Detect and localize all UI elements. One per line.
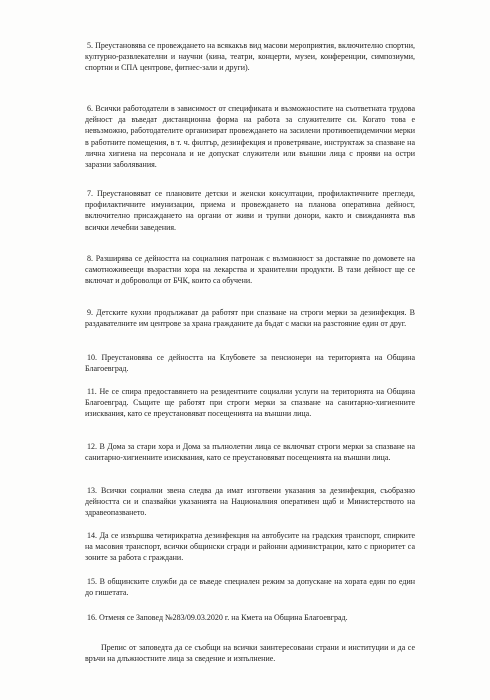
paragraph-10	[85, 352, 415, 374]
paragraph-number: 14.	[87, 531, 97, 540]
paragraph-text: Всички социални звена следва да имат изготвени указания за дезинфекция, съобразно дейността си и спазвайки указанията на Националния оперативен щаб и Министерството на здравеопазването.	[85, 486, 416, 518]
paragraph-text: Да се извършва четирикратна дезинфекция на автобусите на градския транспорт, спирките на масовия транспорт, всички общински сгради и районни администрации, като с приоритет са зоните за работа с граждани.	[85, 531, 416, 563]
paragraph-text: Разширява се дейността на социалния патронаж с възможност за доставяне по домовете на самотноживеещи възрастни хора на лекарства и хранителни продукти. В тази дейност ще се включат и доброволци от БЧК, които са обучени.	[85, 254, 416, 286]
paragraph-text: В общинските служби да се въведе специален режим за допускане на хората един по един до гишетата.	[85, 577, 416, 598]
paragraph-text: Преустановяват се плановите детски и женски консултации, профилактичните прегледи, профилактичните имунизации, приема и провеждането на планова оперативна дейност, включително присаждането на органи от живи и трупни донори, както и свижданията във всички лечебни заведения.	[85, 189, 416, 232]
paragraph-9	[85, 307, 415, 329]
paragraph-text: В Дома за стари хора и Дома за пълнолетни лица се включват строги мерки за спазване на санитарно-хигиенните изисквания, като се преустановяват посещенията на външни лица.	[85, 442, 416, 463]
paragraph-number: 5.	[87, 41, 93, 50]
paragraph-5	[85, 40, 415, 74]
paragraph-number: 16.	[87, 613, 97, 622]
paragraph-number: 10.	[87, 353, 97, 362]
paragraph-number: 6.	[87, 104, 93, 113]
paragraph-number: 8.	[87, 254, 93, 263]
paragraph-number: 12.	[87, 442, 97, 451]
paragraph-text: Не се спира предоставянето на резидентните социални услуги на територията на Община Благоевград. Същите ще работят при строги мерки за спазване на санитарно-хигиенните изисквания, като се преустановяват посещенията на външни лица.	[85, 387, 416, 419]
paragraph-12	[85, 441, 415, 463]
paragraph-13	[85, 485, 415, 519]
paragraph-6	[85, 103, 415, 170]
paragraph-number: 15.	[87, 577, 97, 586]
paragraph-15	[85, 576, 415, 598]
paragraph-11	[85, 386, 415, 420]
closing-paragraph: Препис от заповедта да се съобщи на всички заинтересовани страни и институции и да се връчи на длъжностните лица за сведение и изпълнение.	[85, 643, 415, 664]
paragraph-7	[85, 188, 415, 233]
paragraph-16	[85, 612, 415, 623]
paragraph-text: Отменя се Заповед №283/09.03.2020 г. на Кмета на Община Благоевград.	[99, 613, 348, 622]
paragraph-number: 13.	[87, 486, 97, 495]
paragraph-text: Преустановява се провеждането на всякакъв вид масови мероприятия, включително спортни, културно-развлекателни и научни (кина, театри, концерти, музеи, конференции, симпозиуми, спортни и СПА центрове, фитнес-зали и други).	[85, 41, 415, 73]
paragraph-text: Всички работодатели в зависимост от спецификата и възможностите на съответната трудова дейност да въведат дистанционна форма на работа за служителите си. Когато това е невъзможно, работодателите организират провеждането на засилени противоепидемични мерки в работните помещения, в т. ч. филтър, дезинфекция и проветряване, инструктаж за спазване на лична хигиена на персонала и не допускат служители или външни лица с прояви на остри заразни заболявания.	[85, 104, 415, 170]
paragraph-14	[85, 530, 415, 564]
paragraph-text: Преустановява се дейността на Клубовете за пенсионери на територията на Община Благоевград.	[85, 353, 416, 374]
paragraph-8	[85, 253, 415, 287]
paragraph-number: 11.	[87, 387, 97, 396]
paragraph-number: 9.	[87, 308, 93, 317]
paragraph-number: 7.	[87, 189, 93, 198]
paragraph-text: Детските кухни продължават да работят при спазване на строги мерки за дезинфекция. В раздавателните им центрове за храна гражданите да бъдат с маски на разстояние един от друг.	[85, 308, 415, 329]
